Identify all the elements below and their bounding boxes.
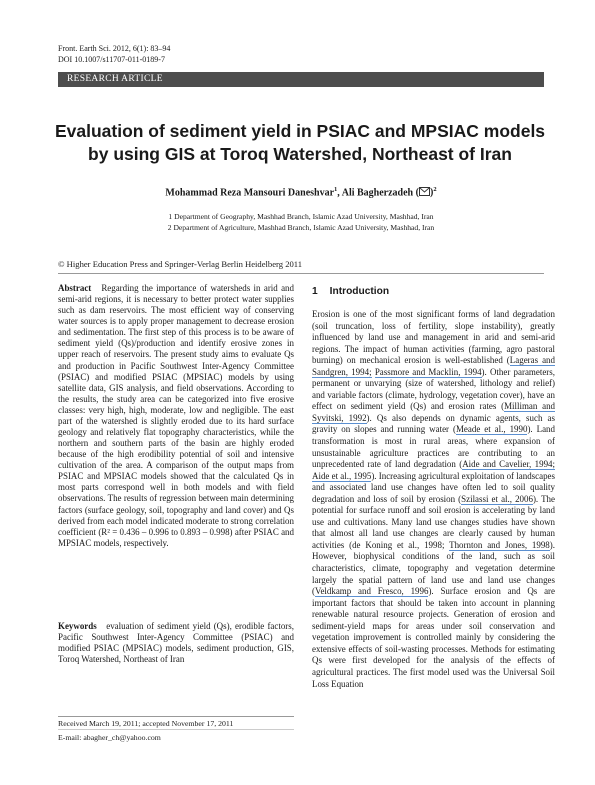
citation-link[interactable]: Thornton and Jones, 1998 [449, 539, 550, 550]
citation-link[interactable]: Lageras and Sandgren, 1994; [312, 355, 555, 377]
body-text: ). Qs also depends on dynamic agents, such as gravity on slopes and running water ( [312, 412, 555, 435]
author-line [58, 186, 544, 198]
author-separator: , [337, 187, 342, 199]
keywords-heading: Keywords [58, 621, 97, 631]
abstract-text: Regarding the importance of watersheds in arid and semi-arid regions, it is necessary to better protect water supplies such as dam reservoirs. The most efficient way of conserving water sources is to apply proper management to decrease erosion and sedimentation. The first step of this process is to be aware of sediment yield (Qs)/production and identify erosive zones in upper reach of reservoirs. The present study aims to evaluate Qs and production in Pacific Southwest Inter-Agency Committee (PSIAC) and modified PSIAC (MPSIAC) models by using satellite data, GIS analysis, and field observations. According to the results, the study area can be categorized into five erosive classes: very high, high, moderate, low and negligible. The east part of the watershed is slightly eroded due to its hard surface geology and relatively flat topography characteristics, while the northern and southern parts of the basin are highly eroded because of the high erodibility potential of soil and intensive cultivation of the area. A comparison of the output maps from PSIAC and MPSIAC models showed that the calculated Qs in most parts correspond well in both models and with field observations. The results of regression between main determining factors (surface geology, soil, topography and land cover) and Qs derived from each model indicated moderate to strong correlation coefficient (R² = 0.436 – 0.996 to 0.893 – 0.998) after PSIAC and MPSIAC models, respectively. [58, 283, 294, 548]
body-text: ). However, biophysical conditions of the land, such as soil characteristics, climate, topography and vegetation determine largely the spatial pattern of land use and land use changes ( [312, 539, 555, 597]
section-heading [312, 286, 389, 297]
author-affiliation-mark: 1 [334, 186, 338, 193]
body-text: ). Surface erosion and Qs are important factors that should be taken into account in planning renewable natural resource projects. Generation of erosion and sediment-yield maps for areas under soil conservation and vegetation improvement is controlled mainly by considering the extensive effects of soil-wasting processes. Methods for estimating Qs were first developed for the analysis of the effects of agricultural practices. The first model used was the Universal Soil Loss Equation [312, 586, 555, 689]
section-title: Introduction [329, 286, 390, 297]
author-affiliation-mark: 2 [433, 186, 437, 193]
abstract [58, 283, 294, 549]
body-text: Erosion is one of the most significant forms of land degradation (soil truncation, loss of fertility, slope instability), greatly influenced by land use and management in arid and semi-arid regions. The impact of human activities (farming, agro pastoral burning) on mechanical erosion is well-established ( [312, 309, 555, 366]
received-dates: Received March 19, 2011; accepted November 17, 2011 [58, 719, 234, 728]
citation-link[interactable]: Aide and Cavelier, 1994; Aide et al., 1995 [312, 459, 555, 481]
affiliation-2: 2 Department of Agriculture, Mashhad Branch, Islamic Azad University, Mashhad, Iran [167, 223, 435, 232]
article-type-label: RESEARCH ARTICLE [67, 74, 163, 84]
citation-link[interactable]: Meade et al., 1990 [455, 424, 528, 435]
citation-link[interactable]: Szilassi et al., 2006 [461, 493, 533, 504]
body-text: ). Other parameters, permanent or unvarying (size of watershed, lithology and relief) and variable factors (climate, hydrology, vegetation cover), have an effect on sediment yield (Qs) and erosion rates ( [312, 366, 555, 412]
journal-header [58, 44, 170, 65]
footnote-rule [58, 716, 294, 717]
citation-link[interactable]: Passmore and Macklin, 1994 [374, 366, 482, 377]
section-number: 1 [312, 286, 318, 297]
author-name: Mohammad Reza Mansouri Daneshvar [165, 187, 335, 199]
citation-link[interactable]: Veldkamp and Fresco, 1996 [314, 586, 429, 597]
affiliation-1: 1 Department of Geography, Mashhad Branch, Islamic Azad University, Mashhad, Iran [168, 212, 434, 221]
journal-citation: Front. Earth Sci. 2012, 6(1): 83–94 [58, 44, 171, 53]
citation-link[interactable]: Milliman and Syvitski, 1992 [312, 401, 556, 423]
introduction-body [312, 309, 555, 690]
author-name: Ali Bagherzadeh [341, 187, 414, 199]
body-text: ). The potential for surface runoff and soil erosion is accelerating by land use and cultivations. Many land use changes studies have shown that almost all land use changes are clearly caused by human activities (de Koning et al., 1998; [312, 493, 555, 550]
divider [58, 273, 544, 274]
copyright-notice: © Higher Education Press and Springer-Verlag Berlin Heidelberg 2011 [58, 259, 303, 269]
body-text: ). Increasing agricultural exploitation of landscapes and associated land use changes have often led to soil quality degradation and loss of soil by erosion ( [312, 470, 555, 504]
keywords [58, 621, 294, 665]
envelope-icon: ( ) [415, 187, 434, 199]
article-type-bar [58, 72, 544, 87]
journal-doi: DOI 10.1007/s11707-011-0189-7 [58, 54, 165, 64]
body-text: ). Land transformation is most in rural areas, where expansion of unsustainable agriculture practices are contributing to an unprecedented rate of land degradation ( [312, 424, 555, 470]
paper-title: Evaluation of sediment yield in PSIAC and MPSIAC models by using GIS at Toroq Watershed, Northeast of Iran [54, 121, 546, 164]
abstract-heading: Abstract [58, 283, 92, 293]
keywords-text: evaluation of sediment yield (Qs), erodible factors, Pacific Southwest Inter-Agency Committee (PSIAC) and modified PSIAC (MPSIAC) models, sediment production, GIS, Toroq Watershed, Northeast of Iran [58, 621, 294, 665]
contact-email: E-mail: abagher_ch@yahoo.com [58, 733, 161, 742]
footnote-rule [58, 729, 294, 730]
